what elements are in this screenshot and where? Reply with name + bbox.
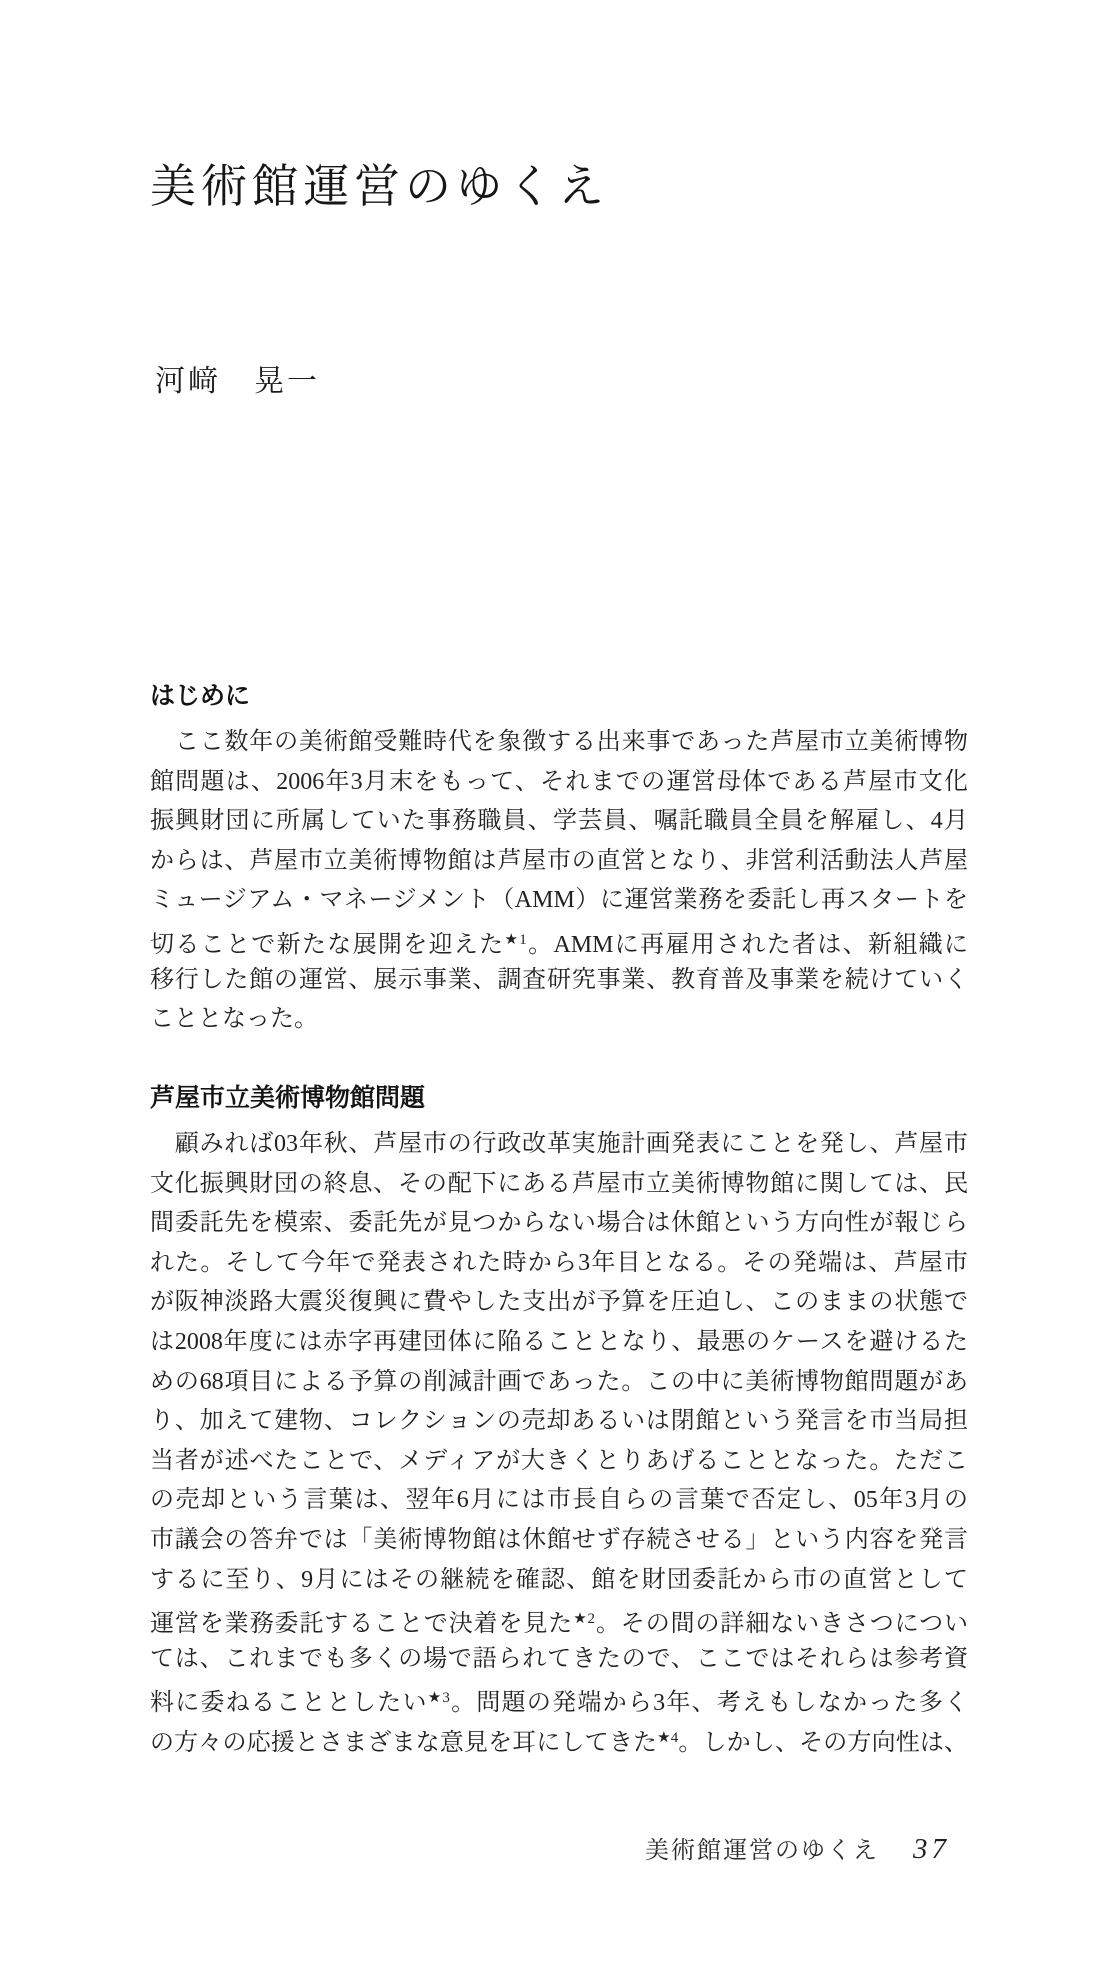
text-line: 振興財団に所属していた事務職員、学芸員、嘱託職員全員を解雇し、4月 [150,808,968,835]
page-title: 美術館運営のゆくえ [150,161,609,212]
author-name: 河﨑 晃一 [155,365,320,398]
footnote-marker: ★3 [427,1690,450,1707]
text-line: り、加えて建物、コレクションの売却あるいは閉館という発言を市当局担 [150,1408,968,1435]
footnote-marker: ★1 [504,931,527,948]
running-title: 美術館運営のゆくえ [645,1838,879,1864]
text-line: めの68項目による予算の削減計画であった。この中に美術博物館問題があ [150,1368,968,1395]
footnote-marker: ★2 [573,1611,596,1628]
text-line: 移行した館の運営、展示事業、調査研究事業、教育普及事業を続けていく [150,966,968,993]
section-heading: はじめに [150,682,251,710]
text-line: 間委託先を模索、委託先が見つからない場合は休館という方向性が報じら [150,1210,968,1237]
text-line: 当者が述べたことで、メディアが大きくとりあげることとなった。ただこ [150,1447,968,1474]
text-line: は2008年度には赤字再建団体に陥ることとなり、最悪のケースを避けるた [150,1328,968,1355]
text-line: れた。そして今年で発表された時から3年目となる。その発端は、芦屋市 [150,1249,968,1276]
text-line: からは、芦屋市立美術博物館は芦屋市の直営となり、非営利活動法人芦屋 [150,847,968,874]
footnote-marker: ★4 [657,1729,679,1746]
text-line: が阪神淡路大震災復興に費やした支出が予算を圧迫し、このままの状態で [150,1289,968,1316]
text-line: 料に委ねることとしたい$^{★3}$。問題の発端から3年、考えもしなかった多く [150,1690,968,1717]
text-line: の売却という言葉は、翌年6月には市長自らの言葉で否定し、05年3月の [150,1487,968,1514]
paragraph [150,1125,968,1759]
page-footer [150,1830,950,1866]
text-line: ては、これまでも多くの場で語られてきたので、ここではそれらは参考資 [150,1645,968,1672]
text-line: するに至り、9月にはその継続を確認、館を財団委託から市の直営として [150,1566,968,1593]
page-number: 37 [913,1833,950,1865]
text-line: 切ることで新たな展開を迎えた$^{★1}$。AMMに再雇用された者は、新組織に [150,931,968,958]
section-hajimeni [150,676,968,1040]
paragraph [150,723,968,1040]
text-line: ミュージアム・マネージメント（AMM）に運営業務を委託し再スタートを [150,887,968,914]
text-line: 顧みれば03年秋、芦屋市の行政改革実施計画発表にことを発し、芦屋市 [150,1131,968,1157]
text-line: ここ数年の美術館受難時代を象徴する出来事であった芦屋市立美術博物 [150,729,968,755]
text-line: こととなった。 [150,1006,318,1033]
section-museum-problem [150,1078,968,1759]
section-heading: 芦屋市立美術博物館問題 [150,1084,426,1112]
text-line: 市議会の答弁では「美術博物館は休館せず存続させる」という内容を発言 [150,1526,968,1553]
text-line: 運営を業務委託することで決着を見た$^{★2}$。その間の詳細ないきさつについ [150,1611,968,1638]
text-line: 文化振興財団の終息、その配下にある芦屋市立美術博物館に関しては、民 [150,1170,968,1197]
text-line: の方々の応援とさまざまな意見を耳にしてきた$^{★4}$。しかし、その方向性は、 [150,1729,968,1756]
text-line: 館問題は、2006年3月末をもって、それまでの運営母体である芦屋市文化 [150,768,968,795]
